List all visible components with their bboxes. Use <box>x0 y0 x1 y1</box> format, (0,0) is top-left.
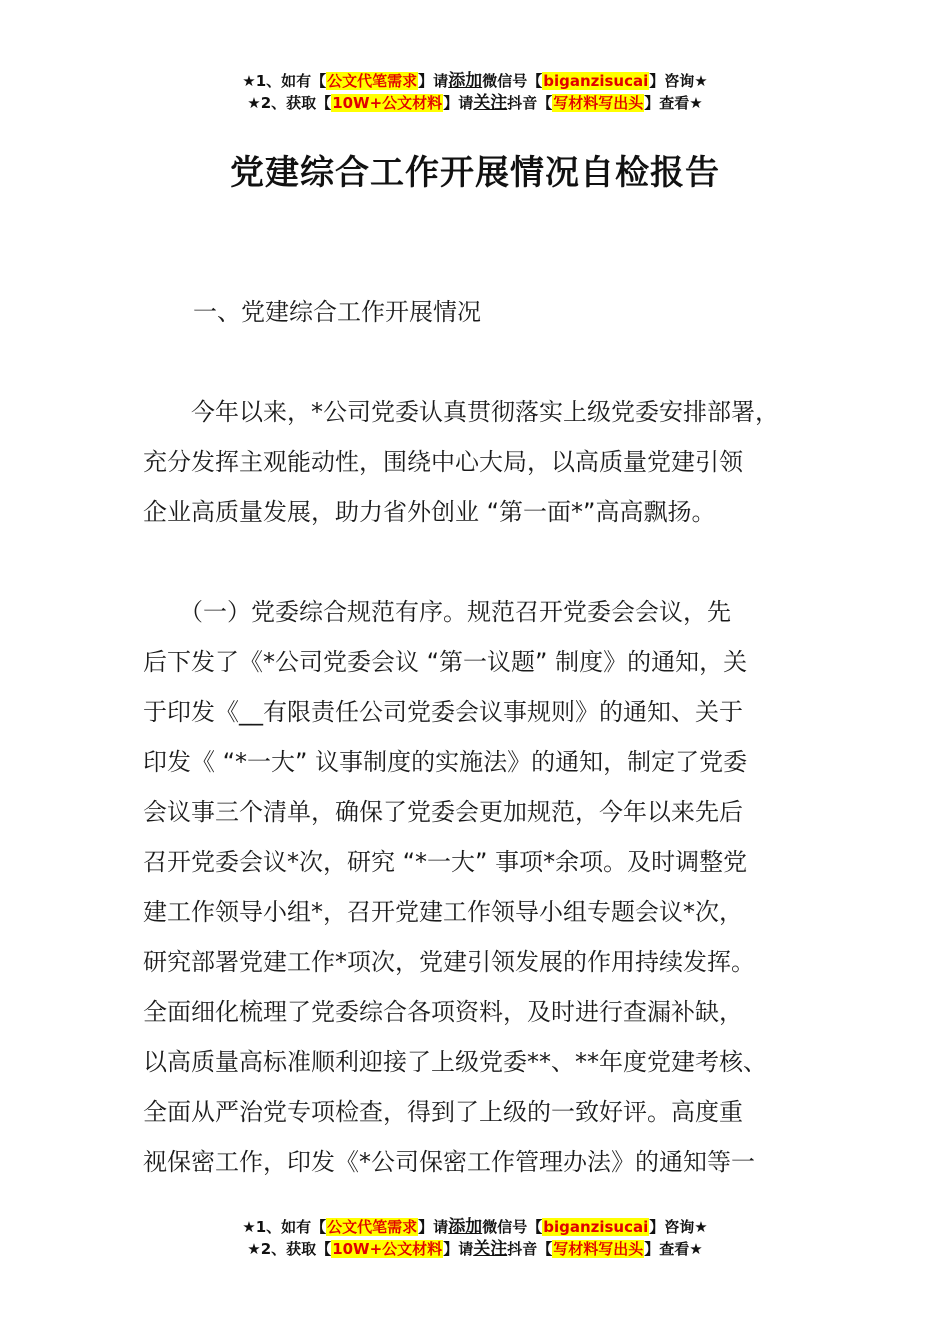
paragraph-line: 企业高质量发展，助力省外创业 “第一面*”高高飘扬。 <box>143 498 716 526</box>
paragraph-line: 今年以来，*公司党委认真贯彻落实上级党委安排部署， <box>143 398 779 426</box>
banner-text: 抖音【 <box>507 94 553 112</box>
banner-text: 】查看★ <box>644 94 703 112</box>
paragraph-line: 全面从严治党专项检查，得到了上级的一致好评。高度重 <box>143 1098 743 1126</box>
bottom-banner <box>0 1216 950 1260</box>
paragraph-line: 会议事三个清单，确保了党委会更加规范，今年以来先后 <box>143 798 743 826</box>
banner-text: 】查看★ <box>644 1240 703 1258</box>
paragraph-line: 于印发《__有限责任公司党委会议事规则》的通知、关于 <box>143 698 743 726</box>
banner-underlined: 关注 <box>473 1239 508 1259</box>
banner-text: ★2、获取【 <box>247 1240 332 1258</box>
section-heading: 一、党建综合工作开展情况 <box>193 298 481 326</box>
paragraph-line: 以高质量高标准顺利迎接了上级党委**、**年度党建考核、 <box>143 1048 767 1076</box>
paragraph-line: 建工作领导小组*，召开党建工作领导小组专题会议*次， <box>143 898 743 926</box>
banner-underlined: 添加 <box>448 1217 483 1237</box>
banner-text: 】请 <box>418 72 449 90</box>
top-banner <box>0 70 950 114</box>
banner-text: ★2、获取【 <box>247 94 332 112</box>
banner-text: 】咨询★ <box>649 72 708 90</box>
paragraph-line: 全面细化梳理了党委综合各项资料，及时进行查漏补缺， <box>143 998 743 1026</box>
banner-underlined: 添加 <box>448 71 483 91</box>
banner-text: 抖音【 <box>507 1240 553 1258</box>
paragraph-line: 召开党委会议*次，研究 “*一大” 事项*余项。及时调整党 <box>143 848 748 876</box>
banner-text: 】请 <box>443 94 474 112</box>
paragraph-line: 充分发挥主观能动性，围绕中心大局，以高质量党建引领 <box>143 448 743 476</box>
banner-highlight: 10W+公文材料 <box>332 1240 443 1258</box>
banner-text: 】请 <box>443 1240 474 1258</box>
banner-highlight: 公文代笔需求 <box>327 72 418 90</box>
banner-highlight: 10W+公文材料 <box>332 94 443 112</box>
document-title: 党建综合工作开展情况自检报告 <box>230 153 720 193</box>
paragraph-line: 印发《 “*一大” 议事制度的实施法》的通知，制定了党委 <box>143 748 748 776</box>
paragraph-line: （一）党委综合规范有序。规范召开党委会会议，先 <box>143 598 731 626</box>
banner-line-1 <box>0 70 950 92</box>
banner-wechat-id: biganzisucai <box>543 1218 649 1236</box>
banner-text: 】咨询★ <box>649 1218 708 1236</box>
banner-highlight: 公文代笔需求 <box>327 1218 418 1236</box>
banner-douyin-id: 写材料写出头 <box>553 1240 644 1258</box>
banner-text: 微信号【 <box>482 1218 543 1236</box>
paragraph-line: 视保密工作，印发《*公司保密工作管理办法》的通知等一 <box>143 1148 755 1176</box>
banner-text: ★1、如有【 <box>242 1218 327 1236</box>
banner-text: 微信号【 <box>482 72 543 90</box>
banner-douyin-id: 写材料写出头 <box>553 94 644 112</box>
banner-text: 】请 <box>418 1218 449 1236</box>
paragraph-1 <box>143 387 833 537</box>
banner-line-2 <box>0 1238 950 1260</box>
banner-text: ★1、如有【 <box>242 72 327 90</box>
paragraph-2 <box>143 587 833 1187</box>
paragraph-line: 研究部署党建工作*项次，党建引领发展的作用持续发挥。 <box>143 948 755 976</box>
banner-line-1 <box>0 1216 950 1238</box>
banner-wechat-id: biganzisucai <box>543 72 649 90</box>
banner-underlined: 关注 <box>473 93 508 113</box>
paragraph-line: 后下发了《*公司党委会议 “第一议题” 制度》的通知，关 <box>143 648 748 676</box>
banner-line-2 <box>0 92 950 114</box>
